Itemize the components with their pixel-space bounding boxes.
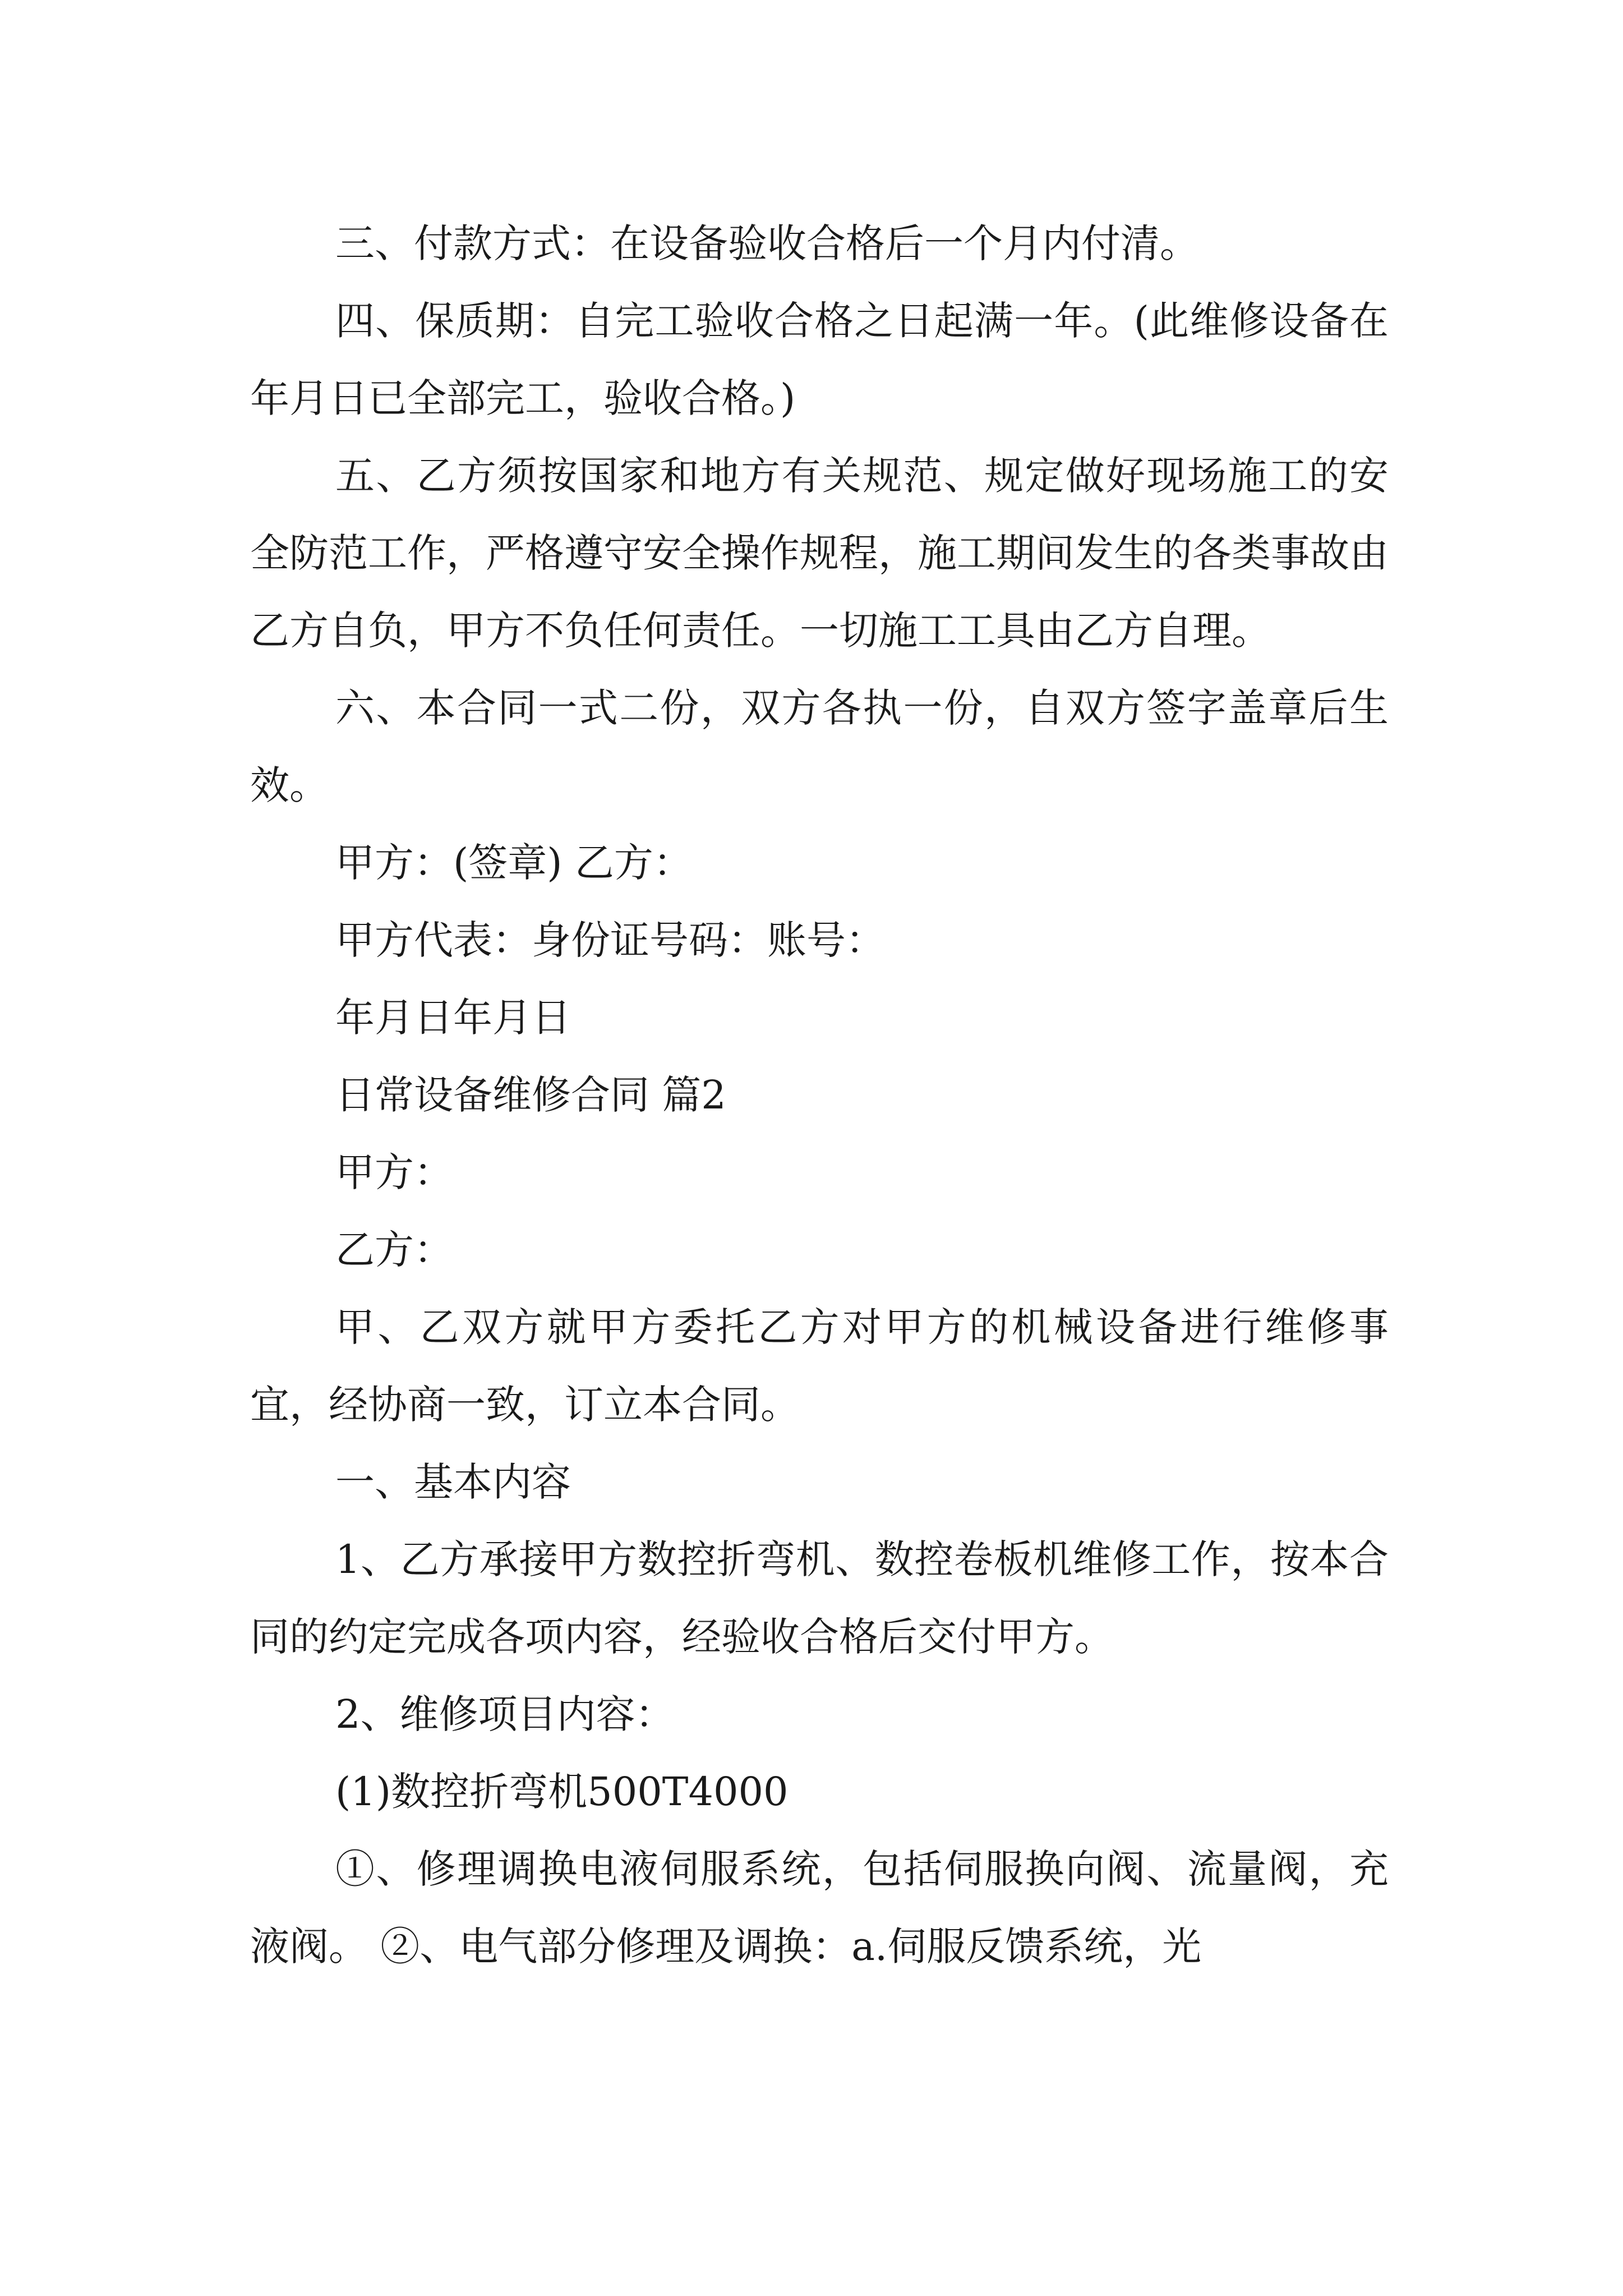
paragraph-subitem-press-brake: (1)数控折弯机500T4000: [335, 1769, 789, 1815]
paragraph-signature-parties: 甲方：(签章) 乙方：: [335, 840, 693, 886]
paragraph-item-2-repair-items: 2、维修项目内容：: [335, 1691, 675, 1737]
section-heading-basic-content: 一、基本内容: [335, 1459, 571, 1505]
paragraph-item-1-scope: 1、乙方承接甲方数控折弯机、数控卷板机维修工作，按本合同的约定完成各项内容，经验收合格后交付甲方。: [250, 1536, 1389, 1660]
paragraph-payment-method: 三、付款方式：在设备验收合格后一个月内付清。: [335, 220, 1199, 266]
paragraph-safety-responsibility: 五、乙方须按国家和地方有关规范、规定做好现场施工的安全防范工作，严格遵守安全操作规程，施工期间发生的各类事故由乙方自负，甲方不负任何责任。一切施工工具由乙方自理。: [250, 453, 1389, 654]
paragraph-party-a: 甲方：: [335, 1149, 453, 1195]
paragraph-signature-dates: 年月日年月日: [335, 995, 571, 1041]
paragraph-party-b: 乙方：: [335, 1227, 453, 1273]
paragraph-warranty-period: 四、保质期：自完工验收合格之日起满一年。(此维修设备在年月日已全部完工，验收合格。): [250, 298, 1389, 421]
paragraph-contract-copies: 六、本合同一式二份，双方各执一份，自双方签字盖章后生效。: [250, 685, 1389, 808]
document-body: [250, 205, 1389, 1985]
paragraph-repair-details: ①、修理调换电液伺服系统，包括伺服换向阀、流量阀，充液阀。 ②、电气部分修理及调换：a.伺服反馈系统，光: [250, 1846, 1389, 1970]
paragraph-contract-preamble: 甲、乙双方就甲方委托乙方对甲方的机械设备进行维修事宜，经协商一致，订立本合同。: [250, 1304, 1389, 1428]
section-heading-contract-2: 日常设备维修合同 篇2: [335, 1072, 726, 1118]
paragraph-representative-info: 甲方代表：身份证号码：账号：: [335, 917, 885, 963]
